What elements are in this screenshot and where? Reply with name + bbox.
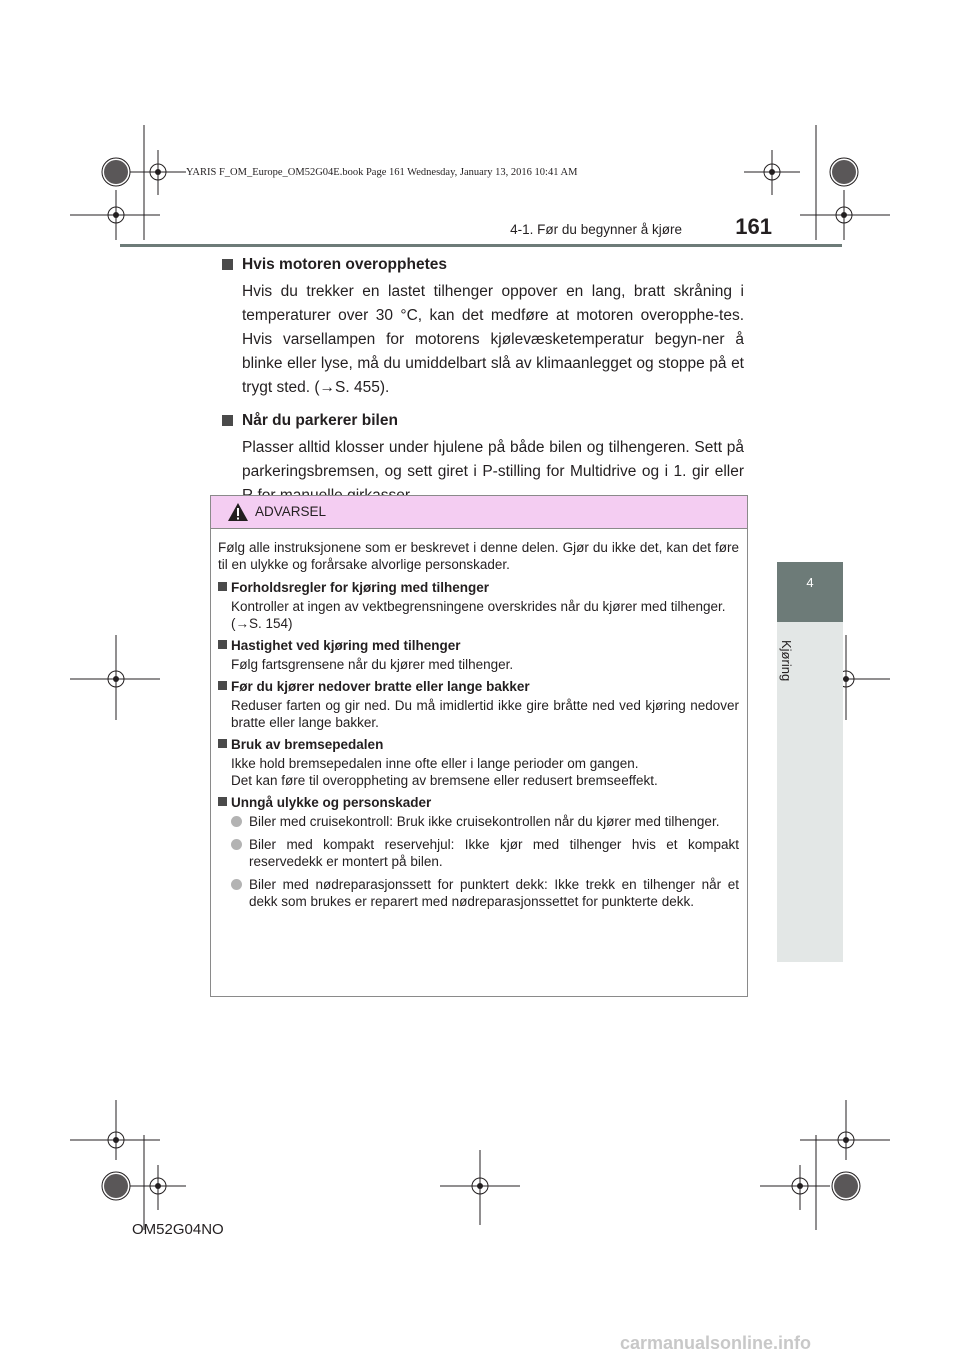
section-body: Plasser alltid klosser under hjulene på både bilen og tilhengeren. Sett på parkeringsbremsen, og sett giret i P-stilling for Multidrive og i 1. gir eller [242, 439, 744, 480]
document-code: OM52G04NO [132, 1221, 224, 1238]
warning-item-title [218, 637, 739, 654]
warning-item-text: Reduser farten og gir ned. Du må imidlertid ikke gire bråtte ned ved kjøring nedover bratte eller lange bakker. [231, 698, 739, 730]
square-bullet-icon [218, 797, 227, 806]
warning-item [218, 579, 739, 632]
round-bullet-icon [231, 879, 242, 890]
warning-item [218, 637, 739, 673]
square-bullet-icon [218, 739, 227, 748]
square-bullet-icon [218, 640, 227, 649]
warning-intro: Følg alle instruksjonene som er beskrevet i denne delen. Gjør du ikke det, kan det føre til en ulykke og forårsake alvorlige personskader. [218, 540, 739, 572]
warning-bullet-text: Biler med cruisekontroll: Bruk ikke cruisekontrollen når du kjører med tilhenger. [249, 814, 720, 829]
warning-body [211, 529, 747, 910]
warning-item-title-text: Forholdsregler for kjøring med tilhenger [231, 580, 490, 595]
warning-item-title [218, 579, 739, 596]
section-title: Hvis motoren overopphetes [242, 256, 447, 273]
warning-title: ADVARSEL [255, 504, 327, 519]
square-bullet-icon [218, 582, 227, 591]
warning-bullet [218, 876, 739, 910]
warning-bullet [218, 836, 739, 870]
warning-item-title-text: Bruk av bremsepedalen [231, 737, 384, 752]
warning-item [218, 678, 739, 731]
header-rule [120, 244, 842, 247]
warning-item-title [218, 794, 739, 811]
chapter-number: 4 [806, 575, 814, 590]
warning-item-text: Følg fartsgrensene når du kjører med tilhenger. [231, 657, 514, 672]
square-bullet-icon [218, 681, 227, 690]
warning-item-text: Kontroller at ingen av vektbegrensningene overskrides når du kjører med tilhenger. [231, 599, 726, 614]
section-header: 4-1. Før du begynner å kjøre [510, 222, 682, 237]
warning-item-title-text: Unngå ulykke og personskader [231, 795, 432, 810]
warning-item-text: Ikke hold bremsepedalen inne ofte eller i lange perioder om gangen. [231, 756, 639, 771]
warning-triangle-icon [227, 502, 249, 522]
page-number: 161 [735, 214, 772, 239]
warning-bullet-text: Biler med kompakt reservehjul: Ikke kjør med tilhenger hvis et kompakt reservedekk er montert på bilen. [249, 837, 739, 869]
square-bullet-icon [222, 415, 233, 426]
warning-item-title [218, 736, 739, 753]
warning-box [210, 495, 748, 997]
section-title: Når du parkerer bilen [242, 412, 398, 429]
section-heading [222, 412, 744, 430]
warning-item-title-text: Hastighet ved kjøring med tilhenger [231, 638, 461, 653]
square-bullet-icon [222, 259, 233, 270]
chapter-tab [777, 562, 843, 622]
warning-item-ref: (→S. 154) [231, 616, 293, 631]
warning-item [218, 794, 739, 910]
warning-item-title-text: Før du kjører nedover bratte eller lange bakker [231, 679, 530, 694]
warning-bullet-text: Biler med nødreparasjonssett for punktert dekk: Ikke trekk en tilhenger når et dekk som brukes er reparert med nødreparasjonssettet for punkterte dekk. [249, 877, 739, 909]
warning-item [218, 736, 739, 789]
main-content [222, 256, 744, 520]
warning-item-text: Det kan føre til overoppheting av bremsene eller redusert bremseeffekt. [231, 773, 658, 788]
warning-bullet [218, 813, 739, 830]
chapter-label: Kjøring [779, 640, 794, 682]
warning-header [211, 496, 747, 529]
section-heading [222, 256, 744, 274]
warning-item-title [218, 678, 739, 695]
round-bullet-icon [231, 816, 242, 827]
round-bullet-icon [231, 839, 242, 850]
section-body: Hvis du trekker en lastet tilhenger oppover en lang, bratt skråning i temperaturer over 30 °C, kan det medføre at motoren overopphe-tes. Hvis varsellampen for motorens kjølevæsketemperatur begyn-ner å blinke eller lyse, må du umiddelbart slå av klimaanlegget og stoppe på et trygt sted. (→S. 455). [242, 283, 744, 396]
watermark: carmanualsonline.info [620, 1333, 812, 1353]
print-file-header: YARIS F_OM_Europe_OM52G04E.book Page 161 Wednesday, January 13, 2016 10:41 AM [186, 167, 578, 178]
